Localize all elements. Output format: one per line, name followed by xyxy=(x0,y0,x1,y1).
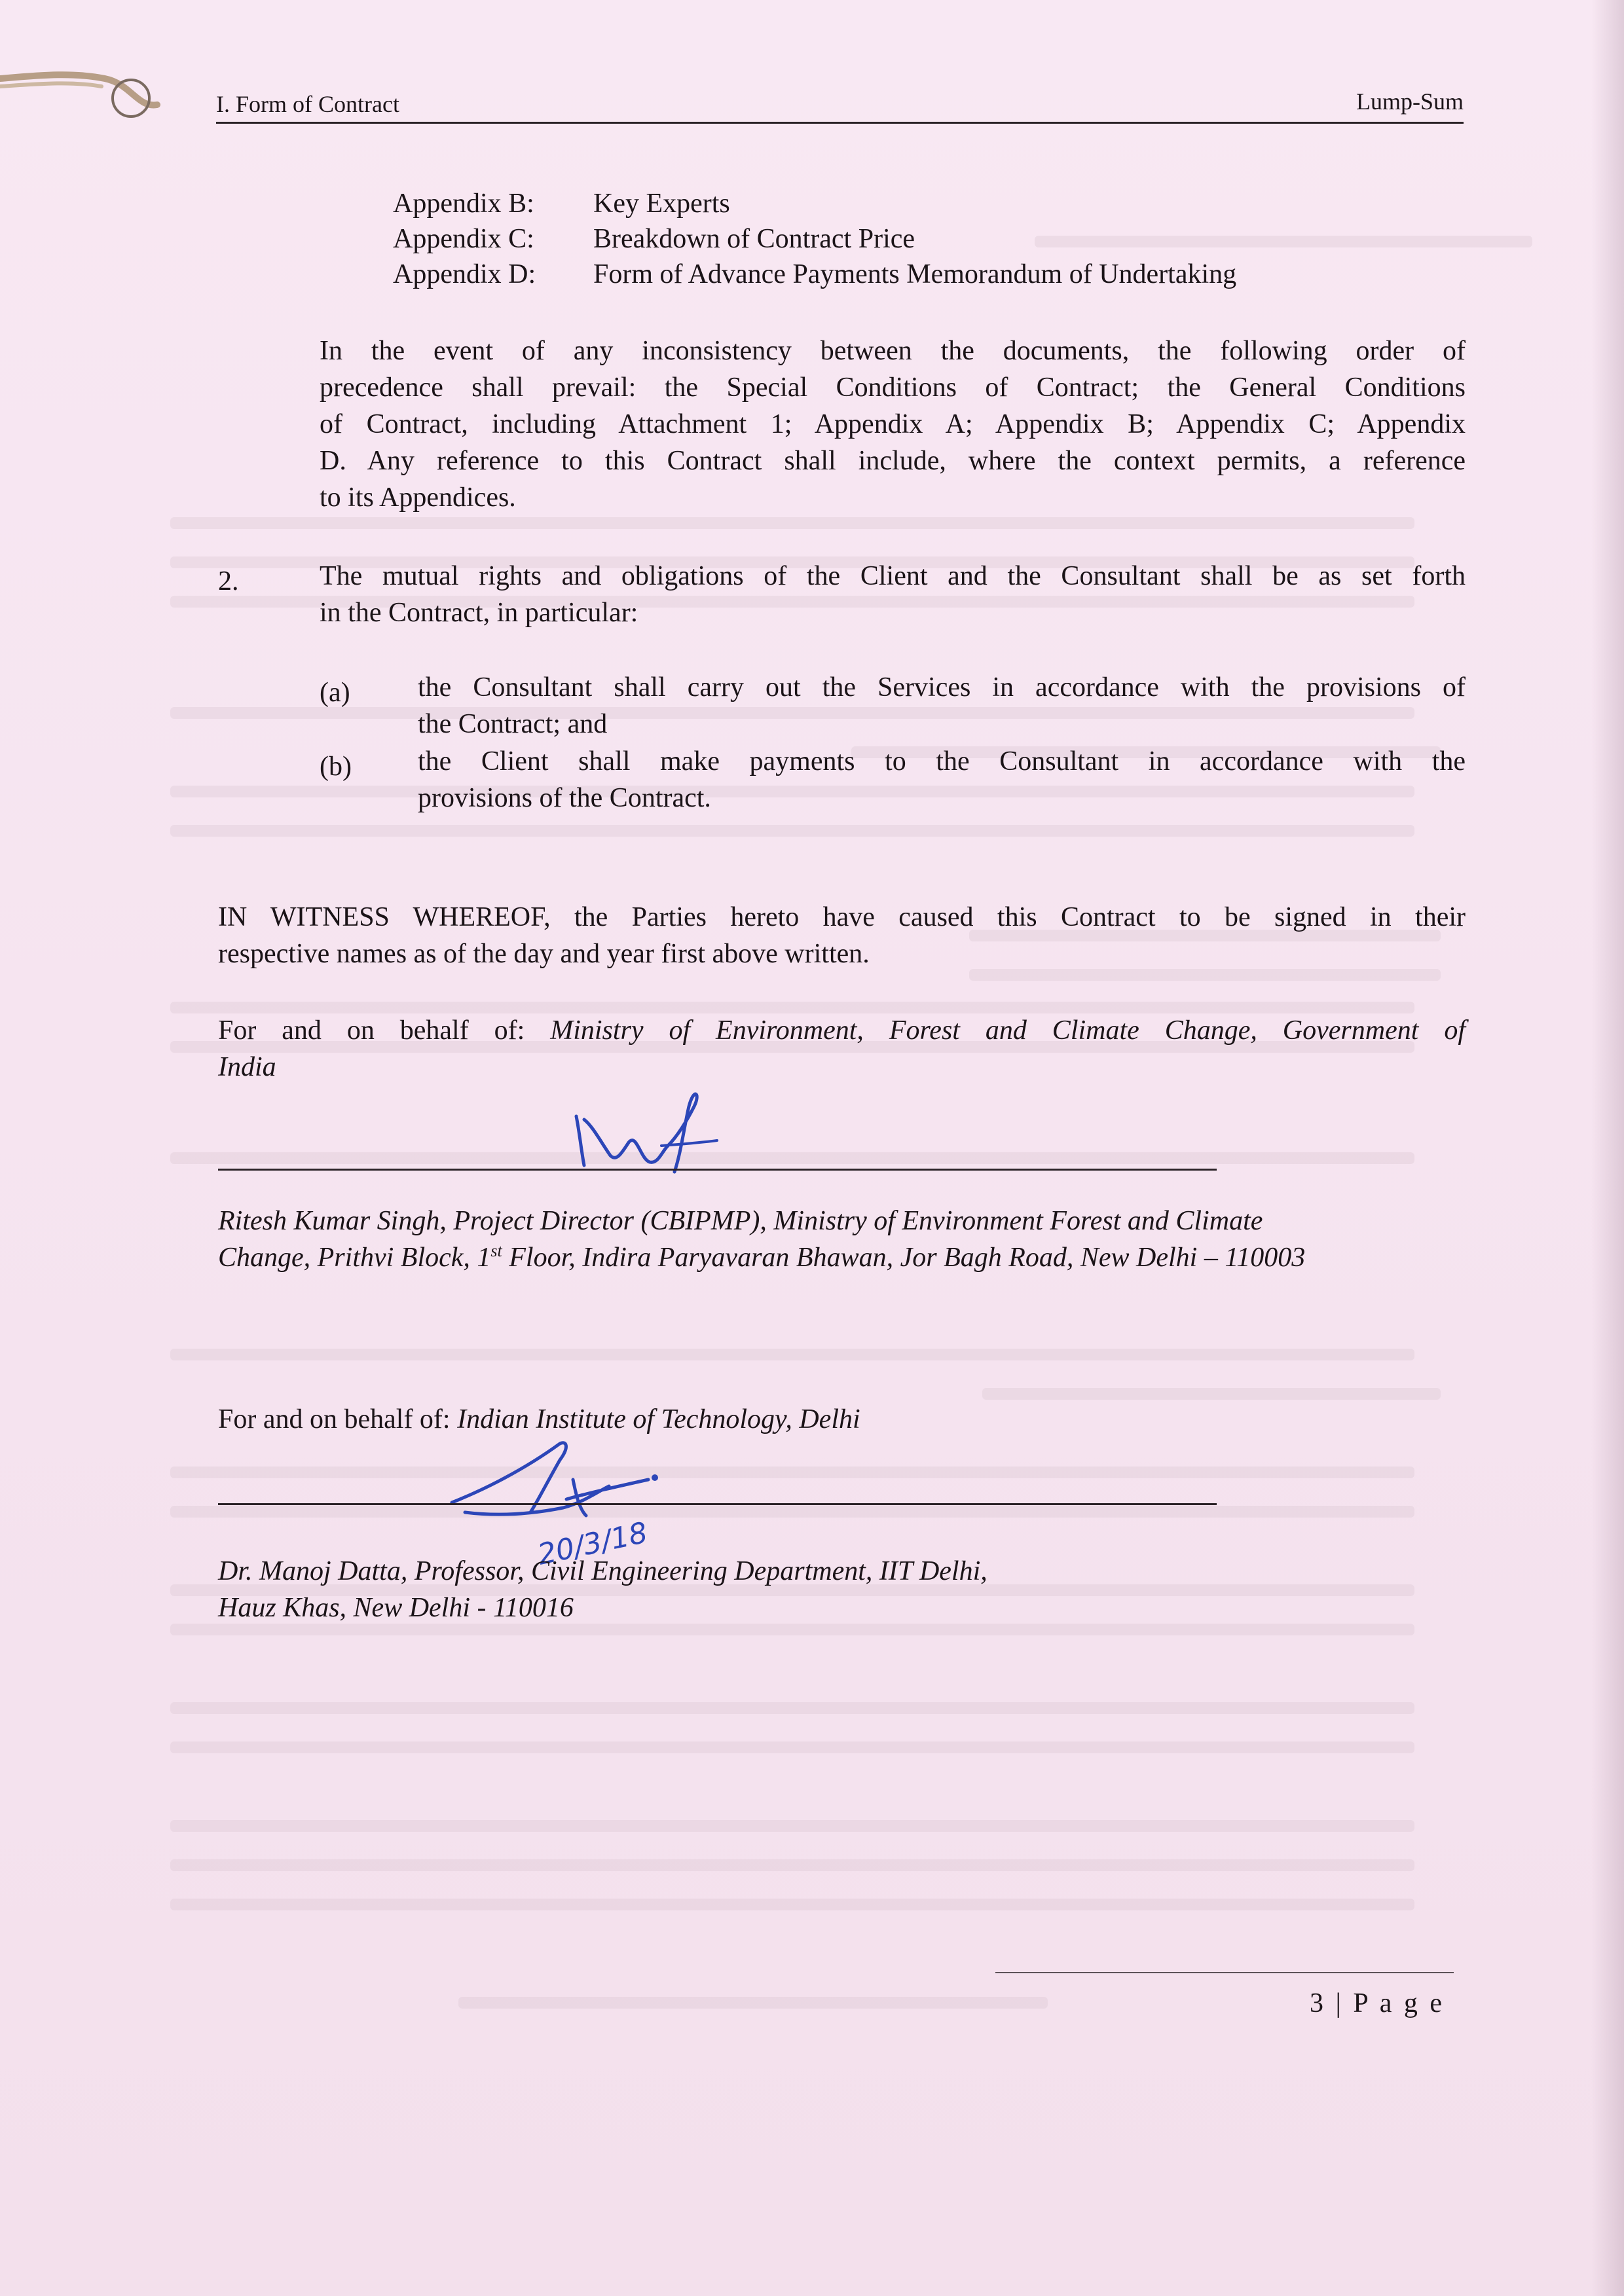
party-1-behalf: For and on behalf of: Ministry of Environment, Forest and Climate Change, Government of India xyxy=(218,1015,1466,1082)
appendix-item: Appendix B: Key Experts xyxy=(393,189,730,219)
page-header xyxy=(216,82,1464,124)
clause-item-text: the Client shall make payments to the Consultant in accordance with the provisions of the Contract. xyxy=(418,746,1466,813)
appendix-item: Appendix D: Form of Advance Payments Memorandum of Undertaking xyxy=(393,259,1237,289)
binding-string-icon xyxy=(0,39,170,131)
bleed-through-line xyxy=(458,1997,1048,2009)
footer-rule xyxy=(995,1972,1454,1973)
party-2-signatory: Dr. Manoj Datta, Professor, Civil Engineering Department, IIT Delhi, Hauz Khas, New Delhi - 110016 xyxy=(218,1556,987,1623)
clause-item-text: the Consultant shall carry out the Services in accordance with the provisions of the Contract; and xyxy=(418,672,1466,739)
party-2-behalf: For and on behalf of: Indian Institute of Technology, Delhi xyxy=(218,1404,860,1434)
bleed-through-line xyxy=(170,1506,1414,1518)
bleed-through-line xyxy=(170,1741,1414,1753)
page-number: 3 | P a g e xyxy=(1310,1988,1445,2018)
bleed-through-line xyxy=(982,1388,1441,1400)
clause-number: 2. xyxy=(218,566,239,596)
bleed-through-line xyxy=(170,1349,1414,1360)
header-section-title: I. Form of Contract xyxy=(216,91,399,117)
clause-item-label: (a) xyxy=(320,678,350,708)
bleed-through-line xyxy=(170,825,1414,837)
bleed-through-line xyxy=(170,1820,1414,1832)
bleed-through-line xyxy=(170,1152,1414,1164)
clause-item-label: (b) xyxy=(320,752,352,782)
witness-paragraph: IN WITNESS WHEREOF, the Parties hereto have caused this Contract to be signed in their respective names as of the day and year first above written. xyxy=(218,902,1466,969)
bleed-through-line xyxy=(170,1702,1414,1714)
appendix-item: Appendix C: Breakdown of Contract Price xyxy=(393,224,915,254)
party-1-signatory: Ritesh Kumar Singh, Project Director (CBIPMP), Ministry of Environment Forest and Climate Change, Prithvi Block, 1st Floor, Indira Paryavaran Bhawan, Jor Bagh Road, New Delhi – 110003 xyxy=(218,1206,1306,1273)
signature-date: 20/3/18 xyxy=(534,1516,651,1572)
party-1-signature-line xyxy=(218,1169,1217,1171)
bleed-through-line xyxy=(170,1899,1414,1910)
bleed-through-line xyxy=(170,517,1414,529)
precedence-paragraph: In the event of any inconsistency between the documents, the following order of precedence shall prevail: the Special Conditions of Contract; the General Conditions of Contract, including Attachment 1; Appendix A; Appendix B; Appendix C; Appendix D. Any reference to this Contract shall include, where the context permits, a reference to its Appendices. xyxy=(320,336,1466,513)
party-1-signature xyxy=(563,1080,733,1178)
bleed-through-line xyxy=(1035,236,1532,247)
clause-2-text: The mutual rights and obligations of the Client and the Consultant shall be as set forth in the Contract, in particular: xyxy=(320,561,1466,628)
bleed-through-line xyxy=(170,1859,1414,1871)
bleed-through-line xyxy=(170,1467,1414,1478)
party-2-signature-line xyxy=(218,1503,1217,1505)
header-contract-type: Lump-Sum xyxy=(1356,88,1464,115)
page-edge-shadow xyxy=(1591,0,1624,2296)
